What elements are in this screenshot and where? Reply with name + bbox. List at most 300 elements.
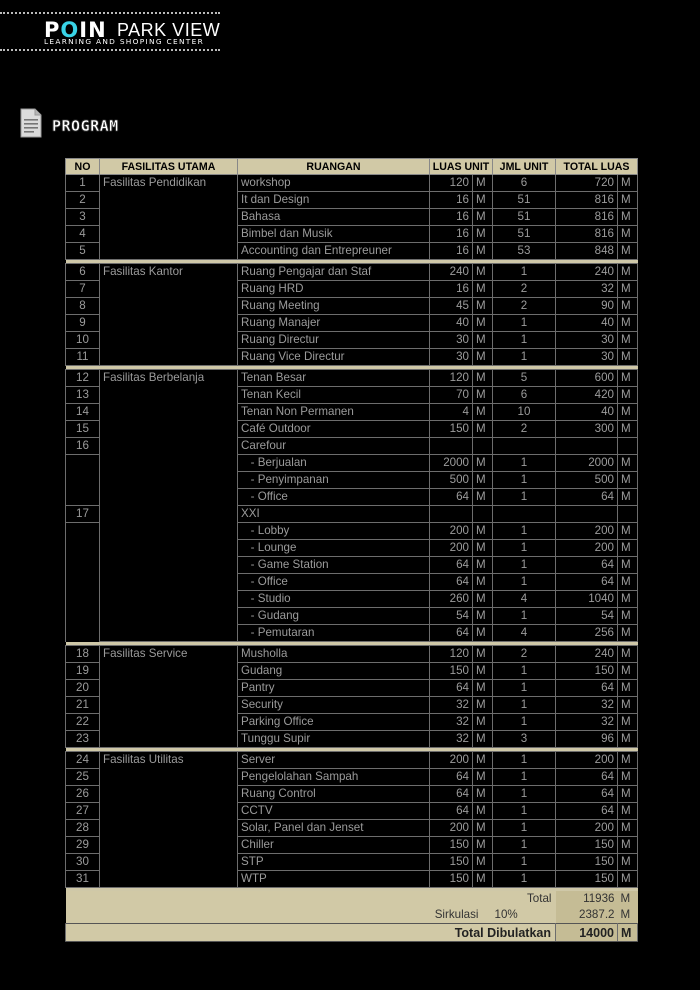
total-luas-m: M bbox=[618, 680, 638, 697]
table-row bbox=[66, 646, 638, 663]
jml-unit bbox=[493, 438, 556, 455]
ruangan: Accounting dan Entrepreuner bbox=[238, 243, 430, 260]
row-no: 20 bbox=[66, 680, 100, 697]
luas-unit: 64 bbox=[430, 625, 473, 642]
col-no: NO bbox=[66, 159, 100, 175]
ruangan: Parking Office bbox=[238, 714, 430, 731]
luas-unit: 64 bbox=[430, 769, 473, 786]
ruangan: Pantry bbox=[238, 680, 430, 697]
luas-unit-m: M bbox=[473, 226, 493, 243]
row-no bbox=[66, 608, 100, 625]
row-no: 6 bbox=[66, 264, 100, 281]
jml-unit: 1 bbox=[493, 608, 556, 625]
total-luas: 256 bbox=[556, 625, 618, 642]
total-luas-m: M bbox=[618, 209, 638, 226]
luas-unit: 64 bbox=[430, 680, 473, 697]
ruangan: WTP bbox=[238, 871, 430, 888]
row-no: 12 bbox=[66, 370, 100, 387]
ruangan: Musholla bbox=[238, 646, 430, 663]
total-luas-m: M bbox=[618, 455, 638, 472]
jml-unit: 1 bbox=[493, 663, 556, 680]
total-value: 11936 bbox=[556, 891, 618, 907]
total-luas-m: M bbox=[618, 714, 638, 731]
ruangan: - Pemutaran bbox=[238, 625, 430, 642]
luas-unit: 32 bbox=[430, 731, 473, 748]
total-luas: 64 bbox=[556, 680, 618, 697]
luas-unit: 200 bbox=[430, 523, 473, 540]
ruangan: Bimbel dan Musik bbox=[238, 226, 430, 243]
jml-unit: 1 bbox=[493, 557, 556, 574]
jml-unit: 51 bbox=[493, 209, 556, 226]
total-luas: 200 bbox=[556, 540, 618, 557]
row-no: 3 bbox=[66, 209, 100, 226]
jml-unit: 5 bbox=[493, 370, 556, 387]
luas-unit-m: M bbox=[473, 646, 493, 663]
luas-unit: 64 bbox=[430, 489, 473, 506]
row-no: 25 bbox=[66, 769, 100, 786]
total-luas-m: M bbox=[618, 315, 638, 332]
luas-unit-m: M bbox=[473, 680, 493, 697]
total-luas: 848 bbox=[556, 243, 618, 260]
luas-unit-m: M bbox=[473, 349, 493, 366]
row-no: 2 bbox=[66, 192, 100, 209]
ruangan: Ruang Manajer bbox=[238, 315, 430, 332]
jml-unit: 1 bbox=[493, 837, 556, 854]
ruangan: XXI bbox=[238, 506, 430, 523]
total-luas-m: M bbox=[618, 663, 638, 680]
luas-unit: 120 bbox=[430, 175, 473, 192]
ruangan: Gudang bbox=[238, 663, 430, 680]
luas-unit-m: M bbox=[473, 298, 493, 315]
luas-unit-m: M bbox=[473, 854, 493, 871]
total-luas: 816 bbox=[556, 226, 618, 243]
ruangan: Tenan Kecil bbox=[238, 387, 430, 404]
luas-unit-m: M bbox=[473, 455, 493, 472]
jml-unit: 6 bbox=[493, 175, 556, 192]
ruangan: Ruang Directur bbox=[238, 332, 430, 349]
luas-unit: 64 bbox=[430, 803, 473, 820]
total-label: Total bbox=[66, 891, 556, 907]
jml-unit: 1 bbox=[493, 752, 556, 769]
row-no: 18 bbox=[66, 646, 100, 663]
total-luas: 64 bbox=[556, 803, 618, 820]
total-luas: 30 bbox=[556, 349, 618, 366]
luas-unit-m: M bbox=[473, 315, 493, 332]
sirkulasi-label: Sirkulasi bbox=[66, 907, 493, 924]
luas-unit: 500 bbox=[430, 472, 473, 489]
luas-unit-m: M bbox=[473, 803, 493, 820]
total-luas bbox=[556, 438, 618, 455]
col-luas-unit: LUAS UNIT bbox=[430, 159, 493, 175]
jml-unit: 1 bbox=[493, 332, 556, 349]
luas-unit-m: M bbox=[473, 209, 493, 226]
luas-unit bbox=[430, 438, 473, 455]
luas-unit: 64 bbox=[430, 557, 473, 574]
luas-unit-m: M bbox=[473, 489, 493, 506]
total-luas: 90 bbox=[556, 298, 618, 315]
row-no bbox=[66, 574, 100, 591]
total-luas: 2000 bbox=[556, 455, 618, 472]
luas-unit-m: M bbox=[473, 591, 493, 608]
table-row bbox=[66, 370, 638, 387]
ruangan: - Berjualan bbox=[238, 455, 430, 472]
total-luas-m: M bbox=[618, 769, 638, 786]
total-luas-m: M bbox=[618, 472, 638, 489]
luas-unit-m bbox=[473, 438, 493, 455]
logo: POIN bbox=[44, 18, 107, 42]
total-luas-m: M bbox=[618, 298, 638, 315]
ruangan: STP bbox=[238, 854, 430, 871]
table-row bbox=[66, 175, 638, 192]
ruangan: CCTV bbox=[238, 803, 430, 820]
ruangan: Bahasa bbox=[238, 209, 430, 226]
total-unit: M bbox=[618, 891, 638, 907]
jml-unit: 51 bbox=[493, 226, 556, 243]
row-no: 27 bbox=[66, 803, 100, 820]
total-luas: 30 bbox=[556, 332, 618, 349]
jml-unit: 1 bbox=[493, 680, 556, 697]
row-no: 9 bbox=[66, 315, 100, 332]
fasilitas-utama: Fasilitas Pendidikan bbox=[100, 175, 238, 260]
total-luas-m: M bbox=[618, 803, 638, 820]
total-luas: 64 bbox=[556, 489, 618, 506]
ruangan: Security bbox=[238, 697, 430, 714]
jml-unit: 1 bbox=[493, 854, 556, 871]
luas-unit-m: M bbox=[473, 574, 493, 591]
total-luas: 40 bbox=[556, 404, 618, 421]
luas-unit-m: M bbox=[473, 192, 493, 209]
row-no bbox=[66, 455, 100, 472]
luas-unit-m: M bbox=[473, 472, 493, 489]
brand-title: PARK VIEW bbox=[117, 20, 221, 40]
rounded-label: Total Dibulatkan bbox=[66, 924, 556, 942]
jml-unit: 2 bbox=[493, 298, 556, 315]
luas-unit: 64 bbox=[430, 574, 473, 591]
header bbox=[0, 12, 230, 54]
fasilitas-utama: Fasilitas Kantor bbox=[100, 264, 238, 366]
luas-unit: 16 bbox=[430, 192, 473, 209]
luas-unit-m: M bbox=[473, 404, 493, 421]
total-luas-m: M bbox=[618, 540, 638, 557]
jml-unit bbox=[493, 506, 556, 523]
row-no: 26 bbox=[66, 786, 100, 803]
table-row bbox=[66, 752, 638, 769]
row-no: 14 bbox=[66, 404, 100, 421]
jml-unit: 1 bbox=[493, 871, 556, 888]
luas-unit-m: M bbox=[473, 243, 493, 260]
total-luas-m: M bbox=[618, 332, 638, 349]
row-no bbox=[66, 591, 100, 608]
total-luas: 64 bbox=[556, 769, 618, 786]
ruangan: Pengelolahan Sampah bbox=[238, 769, 430, 786]
total-luas-m: M bbox=[618, 404, 638, 421]
ruangan: - Studio bbox=[238, 591, 430, 608]
luas-unit: 260 bbox=[430, 591, 473, 608]
total-luas: 150 bbox=[556, 663, 618, 680]
sirkulasi-value: 2387.2 bbox=[556, 907, 618, 924]
total-luas: 64 bbox=[556, 574, 618, 591]
jml-unit: 2 bbox=[493, 646, 556, 663]
luas-unit: 16 bbox=[430, 281, 473, 298]
total-luas: 32 bbox=[556, 714, 618, 731]
total-luas: 64 bbox=[556, 786, 618, 803]
col-total-luas: TOTAL LUAS bbox=[556, 159, 638, 175]
row-no: 31 bbox=[66, 871, 100, 888]
luas-unit: 45 bbox=[430, 298, 473, 315]
ruangan: - Game Station bbox=[238, 557, 430, 574]
luas-unit: 32 bbox=[430, 714, 473, 731]
luas-unit: 120 bbox=[430, 370, 473, 387]
luas-unit-m: M bbox=[473, 264, 493, 281]
jml-unit: 1 bbox=[493, 349, 556, 366]
sirkulasi-pct: 10% bbox=[493, 907, 556, 924]
total-row bbox=[66, 891, 638, 907]
total-luas: 54 bbox=[556, 608, 618, 625]
luas-unit-m: M bbox=[473, 731, 493, 748]
row-no: 23 bbox=[66, 731, 100, 748]
row-no bbox=[66, 523, 100, 540]
ruangan: Café Outdoor bbox=[238, 421, 430, 438]
luas-unit: 32 bbox=[430, 697, 473, 714]
total-luas: 600 bbox=[556, 370, 618, 387]
total-luas-m: M bbox=[618, 786, 638, 803]
total-luas-m: M bbox=[618, 608, 638, 625]
total-luas-m: M bbox=[618, 625, 638, 642]
row-no bbox=[66, 540, 100, 557]
total-luas-m: M bbox=[618, 837, 638, 854]
luas-unit: 240 bbox=[430, 264, 473, 281]
jml-unit: 1 bbox=[493, 315, 556, 332]
luas-unit: 30 bbox=[430, 332, 473, 349]
rounded-value: 14000 bbox=[556, 924, 618, 942]
ruangan: Ruang Control bbox=[238, 786, 430, 803]
row-no bbox=[66, 625, 100, 642]
luas-unit: 2000 bbox=[430, 455, 473, 472]
total-luas: 420 bbox=[556, 387, 618, 404]
total-luas-m: M bbox=[618, 752, 638, 769]
total-luas bbox=[556, 506, 618, 523]
luas-unit: 200 bbox=[430, 540, 473, 557]
col-ruangan: RUANGAN bbox=[238, 159, 430, 175]
total-luas: 32 bbox=[556, 281, 618, 298]
luas-unit: 120 bbox=[430, 646, 473, 663]
ruangan: - Office bbox=[238, 574, 430, 591]
ruangan: Server bbox=[238, 752, 430, 769]
table-header bbox=[66, 159, 638, 175]
jml-unit: 1 bbox=[493, 489, 556, 506]
luas-unit bbox=[430, 506, 473, 523]
total-luas-m: M bbox=[618, 591, 638, 608]
total-luas: 200 bbox=[556, 752, 618, 769]
sirkulasi-row bbox=[66, 907, 638, 924]
program-table bbox=[65, 158, 638, 942]
luas-unit-m bbox=[473, 506, 493, 523]
ruangan: Ruang Pengajar dan Staf bbox=[238, 264, 430, 281]
table-body bbox=[66, 175, 638, 888]
row-no: 4 bbox=[66, 226, 100, 243]
jml-unit: 1 bbox=[493, 803, 556, 820]
total-luas: 40 bbox=[556, 315, 618, 332]
total-luas-m: M bbox=[618, 854, 638, 871]
total-luas-m: M bbox=[618, 697, 638, 714]
fasilitas-utama: Fasilitas Utilitas bbox=[100, 752, 238, 888]
jml-unit: 1 bbox=[493, 714, 556, 731]
luas-unit: 70 bbox=[430, 387, 473, 404]
luas-unit: 64 bbox=[430, 786, 473, 803]
total-luas: 720 bbox=[556, 175, 618, 192]
ruangan: - Office bbox=[238, 489, 430, 506]
total-luas-m: M bbox=[618, 574, 638, 591]
total-luas-m: M bbox=[618, 370, 638, 387]
total-luas: 150 bbox=[556, 837, 618, 854]
luas-unit-m: M bbox=[473, 697, 493, 714]
luas-unit: 200 bbox=[430, 820, 473, 837]
row-no: 17 bbox=[66, 506, 100, 523]
row-no: 28 bbox=[66, 820, 100, 837]
dotted-line-bottom bbox=[0, 49, 220, 51]
jml-unit: 4 bbox=[493, 591, 556, 608]
luas-unit: 16 bbox=[430, 226, 473, 243]
luas-unit-m: M bbox=[473, 714, 493, 731]
jml-unit: 51 bbox=[493, 192, 556, 209]
total-luas: 200 bbox=[556, 820, 618, 837]
jml-unit: 4 bbox=[493, 625, 556, 642]
row-no: 16 bbox=[66, 438, 100, 455]
jml-unit: 1 bbox=[493, 540, 556, 557]
jml-unit: 2 bbox=[493, 281, 556, 298]
total-luas: 200 bbox=[556, 523, 618, 540]
ruangan: Tenan Besar bbox=[238, 370, 430, 387]
table-row bbox=[66, 264, 638, 281]
total-luas: 300 bbox=[556, 421, 618, 438]
total-luas-m: M bbox=[618, 349, 638, 366]
luas-unit-m: M bbox=[473, 370, 493, 387]
tagline: LEARNING AND SHOPING CENTER bbox=[44, 37, 205, 46]
luas-unit: 30 bbox=[430, 349, 473, 366]
row-no: 21 bbox=[66, 697, 100, 714]
luas-unit-m: M bbox=[473, 540, 493, 557]
luas-unit: 54 bbox=[430, 608, 473, 625]
rounded-total-row bbox=[66, 924, 638, 942]
jml-unit: 1 bbox=[493, 820, 556, 837]
jml-unit: 1 bbox=[493, 786, 556, 803]
row-no: 8 bbox=[66, 298, 100, 315]
luas-unit-m: M bbox=[473, 786, 493, 803]
row-no bbox=[66, 557, 100, 574]
total-luas: 1040 bbox=[556, 591, 618, 608]
total-luas-m: M bbox=[618, 421, 638, 438]
luas-unit: 16 bbox=[430, 209, 473, 226]
row-no bbox=[66, 489, 100, 506]
luas-unit: 4 bbox=[430, 404, 473, 421]
luas-unit-m: M bbox=[473, 608, 493, 625]
ruangan: Solar, Panel dan Jenset bbox=[238, 820, 430, 837]
total-luas: 240 bbox=[556, 646, 618, 663]
jml-unit: 1 bbox=[493, 472, 556, 489]
luas-unit: 150 bbox=[430, 871, 473, 888]
ruangan: - Gudang bbox=[238, 608, 430, 625]
total-luas-m: M bbox=[618, 489, 638, 506]
row-no: 24 bbox=[66, 752, 100, 769]
row-no: 1 bbox=[66, 175, 100, 192]
jml-unit: 10 bbox=[493, 404, 556, 421]
total-luas-m bbox=[618, 506, 638, 523]
ruangan: Ruang Vice Directur bbox=[238, 349, 430, 366]
total-luas: 32 bbox=[556, 697, 618, 714]
row-no: 29 bbox=[66, 837, 100, 854]
jml-unit: 2 bbox=[493, 421, 556, 438]
total-luas-m: M bbox=[618, 387, 638, 404]
row-no: 5 bbox=[66, 243, 100, 260]
row-no: 7 bbox=[66, 281, 100, 298]
luas-unit-m: M bbox=[473, 421, 493, 438]
ruangan: - Penyimpanan bbox=[238, 472, 430, 489]
total-luas: 150 bbox=[556, 871, 618, 888]
luas-unit-m: M bbox=[473, 625, 493, 642]
total-luas: 816 bbox=[556, 192, 618, 209]
ruangan: Carefour bbox=[238, 438, 430, 455]
row-no: 13 bbox=[66, 387, 100, 404]
jml-unit: 3 bbox=[493, 731, 556, 748]
row-no: 22 bbox=[66, 714, 100, 731]
ruangan: workshop bbox=[238, 175, 430, 192]
total-luas-m: M bbox=[618, 731, 638, 748]
total-luas: 96 bbox=[556, 731, 618, 748]
total-luas: 500 bbox=[556, 472, 618, 489]
luas-unit: 150 bbox=[430, 854, 473, 871]
jml-unit: 1 bbox=[493, 523, 556, 540]
row-no: 11 bbox=[66, 349, 100, 366]
jml-unit: 1 bbox=[493, 264, 556, 281]
total-luas: 240 bbox=[556, 264, 618, 281]
total-luas-m: M bbox=[618, 264, 638, 281]
luas-unit-m: M bbox=[473, 387, 493, 404]
jml-unit: 1 bbox=[493, 574, 556, 591]
jml-unit: 53 bbox=[493, 243, 556, 260]
jml-unit: 6 bbox=[493, 387, 556, 404]
luas-unit-m: M bbox=[473, 752, 493, 769]
luas-unit-m: M bbox=[473, 175, 493, 192]
luas-unit: 16 bbox=[430, 243, 473, 260]
section-title: PROGRAM bbox=[52, 117, 119, 135]
row-no: 19 bbox=[66, 663, 100, 680]
luas-unit-m: M bbox=[473, 769, 493, 786]
total-luas-m: M bbox=[618, 523, 638, 540]
luas-unit: 150 bbox=[430, 421, 473, 438]
ruangan: - Lounge bbox=[238, 540, 430, 557]
luas-unit-m: M bbox=[473, 557, 493, 574]
jml-unit: 1 bbox=[493, 455, 556, 472]
col-jml-unit: JML UNIT bbox=[493, 159, 556, 175]
ruangan: Tenan Non Permanen bbox=[238, 404, 430, 421]
ruangan: Ruang Meeting bbox=[238, 298, 430, 315]
row-no: 15 bbox=[66, 421, 100, 438]
total-luas-m: M bbox=[618, 646, 638, 663]
jml-unit: 1 bbox=[493, 697, 556, 714]
total-luas-m: M bbox=[618, 871, 638, 888]
col-fasilitas: FASILITAS UTAMA bbox=[100, 159, 238, 175]
total-luas-m: M bbox=[618, 281, 638, 298]
luas-unit: 40 bbox=[430, 315, 473, 332]
row-no: 10 bbox=[66, 332, 100, 349]
luas-unit: 200 bbox=[430, 752, 473, 769]
luas-unit-m: M bbox=[473, 820, 493, 837]
total-luas-m: M bbox=[618, 820, 638, 837]
ruangan: - Lobby bbox=[238, 523, 430, 540]
total-luas: 816 bbox=[556, 209, 618, 226]
luas-unit-m: M bbox=[473, 332, 493, 349]
luas-unit-m: M bbox=[473, 871, 493, 888]
